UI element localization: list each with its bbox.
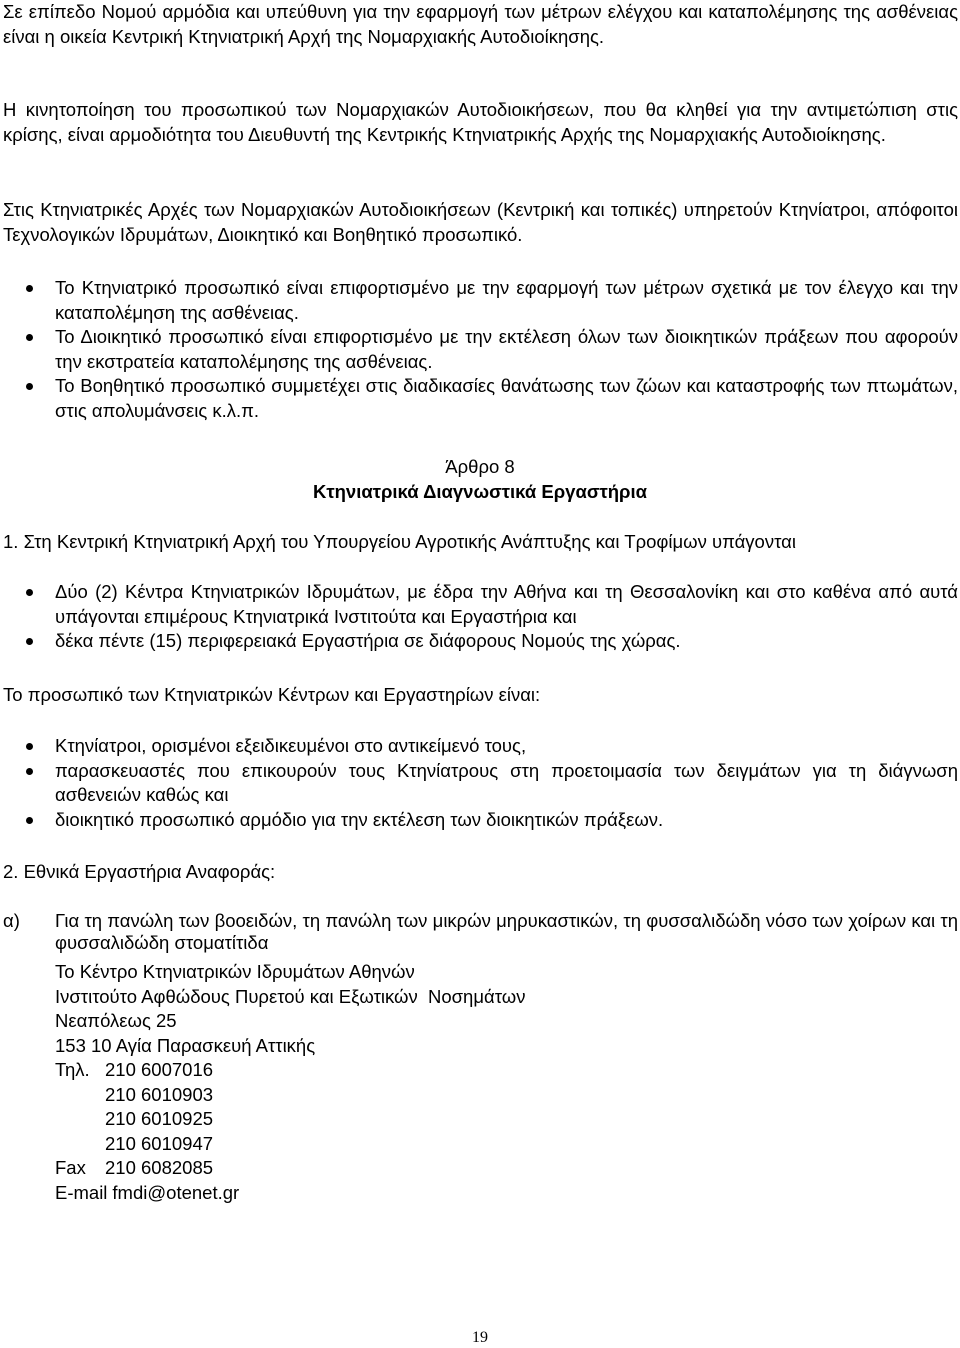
item-a-text: Για τη πανώλη των βοοειδών, τη πανώλη των μικρών μηρυκαστικών, τη φυσσαλιδώδη νόσο των χοίρων και τη φυσσαλιδώδη στοματίτιδα [55, 910, 958, 953]
lab-staff-list [3, 734, 958, 832]
lab-staff-intro: Το προσωπικό των Κτηνιατρικών Κέντρων και Εργαστηρίων είναι: [3, 684, 541, 705]
list-item [3, 325, 958, 374]
phone-number: 210 6010925 [105, 1108, 214, 1129]
address-institution: Το Κέντρο Κτηνιατρικών Ιδρυμάτων Αθηνών [55, 961, 415, 982]
point-2-text: 2. Εθνικά Εργαστήρια Αναφοράς: [3, 861, 276, 882]
list-item [3, 580, 958, 629]
paragraph-staff-mobilization: Η κινητοποίηση του προσωπικού των Νομαρχιακών Αυτοδιοικήσεων, που θα κληθεί για την αντιμετώπιση στις κρίσης, είναι αρμοδιότητα του Διευθυντή της Κεντρικής Κτηνιατρικής Αρχής της Νομαρχιακής Αυτοδιοίκησης. [3, 99, 958, 145]
phone-number: 210 6010903 [105, 1083, 214, 1105]
item-a-label: α) [3, 910, 20, 931]
address-institute: Ινστιτούτο Αφθώδους Πυρετού και Εξωτικών Νοσημάτων [55, 985, 526, 1007]
address-city: 153 10 Αγία Παρασκευή Αττικής [55, 1034, 316, 1056]
list-item-text: δέκα πέντε (15) περιφερειακά Εργαστήρια σε διάφορους Νομούς της χώρας. [55, 630, 681, 651]
phone-row [55, 1107, 755, 1132]
list-item-text: Το Βοηθητικό προσωπικό συμμετέχει στις διαδικασίες θανάτωσης των ζώων και καταστροφής των πτωμάτων, στις απολυμάνσεις κ.λ.π. [55, 375, 958, 421]
fax-label: Fax [55, 1157, 86, 1178]
email-row [55, 1181, 755, 1206]
email-label: E-mail [55, 1181, 108, 1203]
list-item [3, 374, 958, 423]
bullet-icon [26, 743, 33, 750]
staff-roles-list [3, 276, 958, 423]
list-item-text: Το Διοικητικό προσωπικό είναι επιφορτισμένο με την εκτέλεση όλων των διοικητικών πράξεων που αφορούν την εκστρατεία καταπολέμησης της ασθένειας. [55, 326, 958, 372]
bullet-icon [26, 285, 33, 292]
list-item [3, 759, 958, 808]
list-item-text: Δύο (2) Κέντρα Κτηνιατρικών Ιδρυμάτων, με έδρα την Αθήνα και τη Θεσσαλονίκη και στο καθένα από αυτά υπάγονται επιμέρους Κτηνιατρικά Ινστιτούτα και Εργαστήρια και [55, 581, 958, 627]
list-item-text: Κτηνίατροι, ορισμένοι εξειδικευμένοι στο αντικείμενό τους, [55, 735, 527, 756]
bullet-icon [26, 817, 33, 824]
bullet-icon [26, 768, 33, 775]
article-number: Άρθρο 8 [445, 456, 515, 477]
list-item [3, 276, 958, 325]
bullet-icon [26, 383, 33, 390]
fax-row [55, 1156, 755, 1181]
bullet-icon [26, 638, 33, 645]
email-address: fmdi@otenet.gr [112, 1181, 240, 1203]
phone-number: 210 6010947 [105, 1132, 214, 1154]
address-block [55, 960, 755, 1205]
article-title: Κτηνιατρικά Διαγνωστικά Εργαστήρια [313, 480, 647, 502]
list-item [3, 629, 958, 654]
list-item [3, 808, 958, 833]
centers-list [3, 580, 958, 654]
page-number: 19 [472, 1329, 488, 1346]
list-item [3, 734, 958, 759]
article-heading [0, 455, 960, 504]
bullet-icon [26, 589, 33, 596]
phone-row [55, 1083, 755, 1108]
bullet-icon [26, 334, 33, 341]
paragraph-prefecture-responsibility: Σε επίπεδο Νομού αρμόδια και υπεύθυνη για την εφαρμογή των μέτρων ελέγχου και καταπολέμησης της ασθένειας είναι η οικεία Κεντρική Κτηνιατρική Αρχή της Νομαρχιακής Αυτοδιοίκησης. [3, 1, 958, 47]
point-1-text: 1. Στη Κεντρική Κτηνιατρική Αρχή του Υπουργείου Αγροτικής Ανάπτυξης και Τροφίμων υπάγονται [3, 531, 796, 552]
list-item-text: διοικητικό προσωπικό αρμόδιο για την εκτέλεση των διοικητικών πράξεων. [55, 808, 664, 830]
tel-label: Τηλ. [55, 1059, 90, 1080]
item-a [3, 910, 958, 954]
phone-row [55, 1132, 755, 1157]
phone-number: 210 6007016 [105, 1059, 214, 1080]
list-item-text: παρασκευαστές που επικουρούν τους Κτηνίατρους στη προετοιμασία των δειγμάτων για τη διάγνωση ασθενειών καθώς και [55, 759, 958, 805]
phone-row [55, 1058, 755, 1083]
paragraph-veterinary-authorities: Στις Κτηνιατρικές Αρχές των Νομαρχιακών Αυτοδιοικήσεων (Κεντρική και τοπικές) υπηρετούν Κτηνίατροι, απόφοιτοι Τεχνολογικών Ιδρυμάτων, Διοικητικό και Βοηθητικό προσωπικό. [3, 199, 958, 245]
fax-number: 210 6082085 [105, 1157, 214, 1178]
list-item-text: Το Κτηνιατρικό προσωπικό είναι επιφορτισμένο με την εφαρμογή των μέτρων σχετικά με τον έλεγχο και την καταπολέμηση της ασθένειας. [55, 277, 958, 323]
address-street: Νεαπόλεως 25 [55, 1010, 177, 1031]
